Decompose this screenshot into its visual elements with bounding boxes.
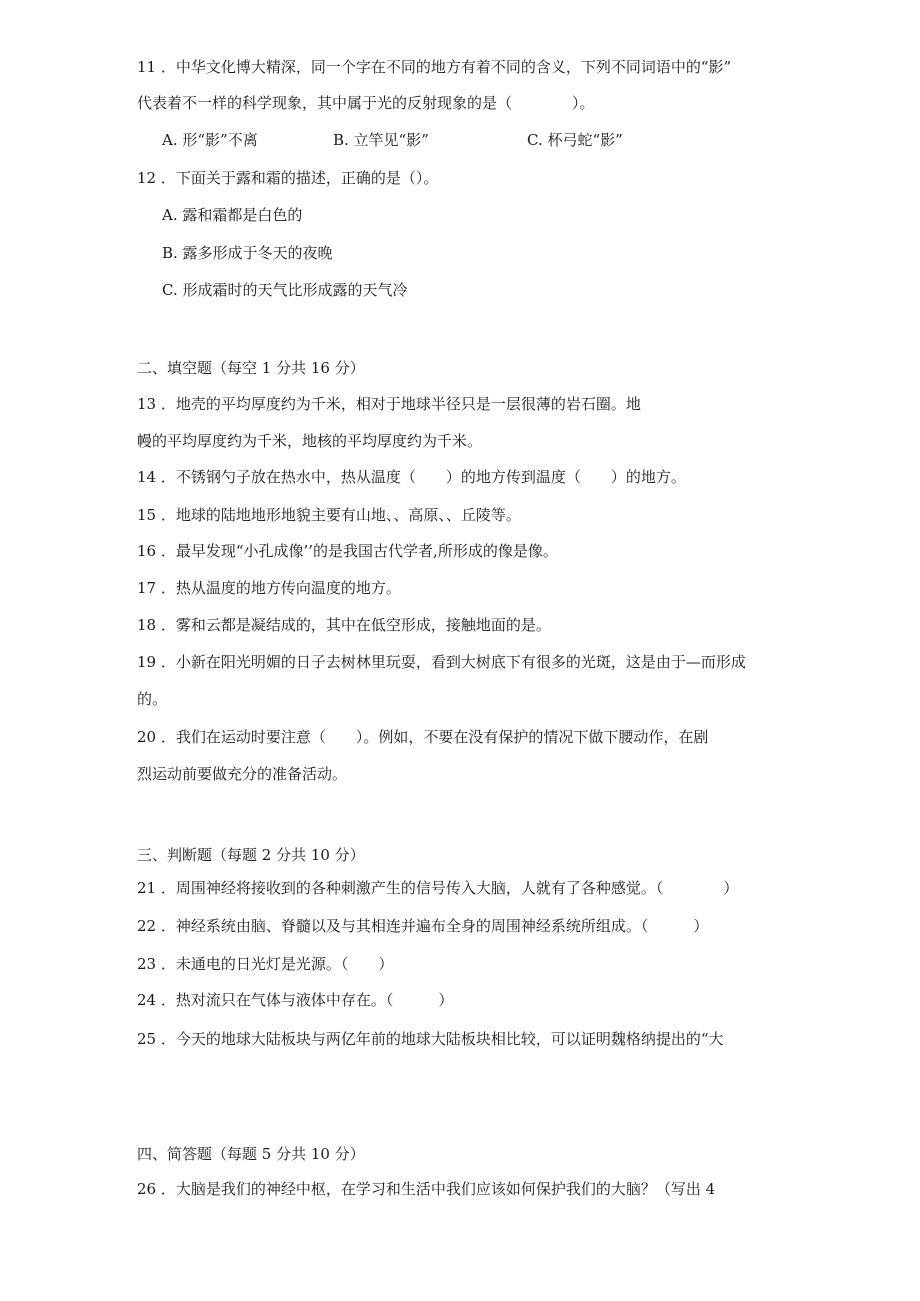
q21: 21 ．周围神经将接收到的各种刺激产生的信号传入大脑，人就有了各种感觉。（ ） (137, 879, 739, 897)
q19-line2: 的。 (137, 690, 168, 708)
section2-heading: 二、填空题（每空 1 分共 16 分） (137, 359, 365, 377)
q12-option-c: C. 形成霜时的天气比形成露的天气冷 (162, 281, 408, 299)
q11-option-c: C. 杯弓蛇“影” (527, 131, 623, 149)
q12-stem: 12 ．下面关于露和霜的描述，正确的是（）。 (137, 169, 439, 187)
q25: 25 ．今天的地球大陆板块与两亿年前的地球大陆板块相比较，可以证明魏格纳提出的“大 (137, 1030, 724, 1048)
q20-line2: 烈运动前要做充分的准备活动。 (137, 765, 348, 783)
q26: 26 ．大脑是我们的神经中枢，在学习和生活中我们应该如何保护我们的大脑？（写出 4 (137, 1180, 716, 1198)
q17: 17 ．热从温度的地方传向温度的地方。 (137, 579, 401, 597)
q16: 16 ．最早发现“小孔成像’’的是我国古代学者,所形成的像是像。 (137, 542, 558, 560)
section4-heading: 四、简答题（每题 5 分共 10 分） (137, 1145, 365, 1163)
q20-line1: 20 ．我们在运动时要注意（ ）。例如，不要在没有保护的情况下做下腰动作，在剧 (137, 728, 709, 746)
q12-option-a: A. 露和霜都是白色的 (162, 206, 303, 224)
q12-option-b: B. 露多形成于冬天的夜晚 (162, 244, 333, 262)
q24: 24 ．热对流只在气体与液体中存在。（ ） (137, 991, 454, 1009)
q13-line1: 13 ．地壳的平均厚度约为千米，相对于地球半径只是一层很薄的岩石圈。地 (137, 395, 641, 413)
section3-heading: 三、判断题（每题 2 分共 10 分） (137, 846, 365, 864)
q22: 22 ．神经系统由脑、脊髓以及与其相连并遍布全身的周围神经系统所组成。（ ） (137, 917, 709, 935)
q14: 14 ．不锈钢勺子放在热水中，热从温度（ ）的地方传到温度（ ）的地方。 (137, 468, 686, 486)
q23: 23 ．未通电的日光灯是光源。（ ） (137, 955, 394, 973)
q18: 18 ．雾和云都是凝结成的，其中在低空形成，接触地面的是。 (137, 616, 551, 634)
q13-line2: 幔的平均厚度约为千米，地核的平均厚度约为千米。 (137, 432, 483, 450)
q15: 15 ．地球的陆地地形地貌主要有山地、、高原、、丘陵等。 (137, 506, 521, 524)
q11-option-a: A. 形“影”不离 (162, 131, 258, 149)
q19-line1: 19 ．小新在阳光明媚的日子去树林里玩耍，看到大树底下有很多的光斑，这是由于—而形成 (137, 653, 746, 671)
q11-option-b: B. 立竿见“影” (333, 131, 429, 149)
q11-line1: 11 ．中华文化博大精深，同一个字在不同的地方有着不同的含义，下列不同词语中的“影” (137, 58, 732, 76)
q11-line2: 代表着不一样的科学现象，其中属于光的反射现象的是（ ）。 (137, 94, 595, 112)
